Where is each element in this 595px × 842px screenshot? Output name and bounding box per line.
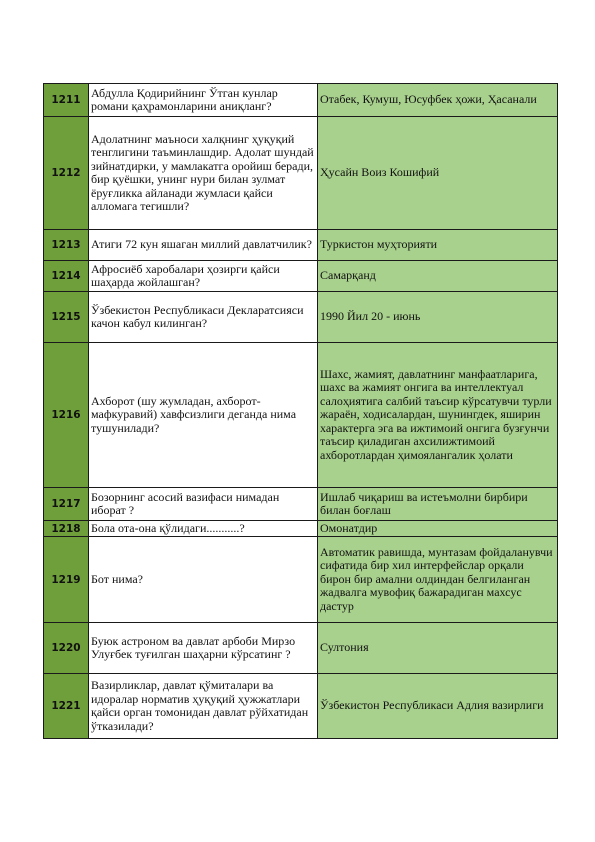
row-number: 1220	[44, 623, 89, 674]
row-number: 1218	[44, 521, 89, 537]
answer-cell: Отабек, Кумуш, Юсуфбек ҳожи, Ҳасанали	[318, 84, 558, 117]
row-number: 1216	[44, 343, 89, 488]
row-number: 1213	[44, 230, 89, 261]
answer-cell: Омонатдир	[318, 521, 558, 537]
table-row	[44, 261, 558, 292]
question-cell: Бола ота-она қўлидаги...........?	[89, 521, 318, 537]
table-row	[44, 537, 558, 623]
table-row	[44, 230, 558, 261]
question-cell: Атиги 72 кун яшаган миллий давлатчилик?	[89, 230, 318, 261]
row-number: 1221	[44, 674, 89, 739]
answer-cell: Ўзбекистон Республикаси Адлия вазирлиги	[318, 674, 558, 739]
answer-cell: Ҳусайн Воиз Кошифий	[318, 117, 558, 230]
table-row	[44, 623, 558, 674]
table-row	[44, 117, 558, 230]
table-row	[44, 521, 558, 537]
question-cell: Бозорнинг асосий вазифаси нимадан иборат ?	[89, 488, 318, 521]
question-cell: Бот нима?	[89, 537, 318, 623]
row-number: 1211	[44, 84, 89, 117]
question-cell: Адолатнинг маъноси халқнинг ҳуқуқий тенглигини таъминлашдир. Адолат шундай зийнатдирки, у мамлакатга оройиш беради, бир қуёшки, унинг нури билан зулмат ёруғликка айланади жумласи қайси алломага тегишли?	[89, 117, 318, 230]
question-cell: Вазирликлар, давлат қўмиталари ва идоралар норматив ҳуқуқий ҳужжатлари қайси орган томонидан давлат рўйхатидан ўтказилади?	[89, 674, 318, 739]
question-cell: Ахборот (шу жумладан, ахборот-мафкуравий) хавфсизлиги деганда нима тушунилади?	[89, 343, 318, 488]
answer-cell: Самарқанд	[318, 261, 558, 292]
answer-cell: Автоматик равишда, мунтазам фойдаланувчи сифатида бир хил интерфейслар орқали бирон бир амални олдиндан белгиланган жадвалга мувофиқ бажарадиган махсус дастур	[318, 537, 558, 623]
table-row	[44, 343, 558, 488]
question-cell: Буюк астроном ва давлат арбоби Мирзо Улуғбек туғилган шаҳарни кўрсатинг ?	[89, 623, 318, 674]
row-number: 1214	[44, 261, 89, 292]
row-number: 1219	[44, 537, 89, 623]
row-number: 1212	[44, 117, 89, 230]
table-row	[44, 674, 558, 739]
question-cell: Афросиёб харобалари ҳозирги қайси шаҳарда жойлашган?	[89, 261, 318, 292]
answer-cell: Султония	[318, 623, 558, 674]
answer-cell: Туркистон муҳторияти	[318, 230, 558, 261]
table-row	[44, 488, 558, 521]
question-cell: Абдулла Қодирийнинг Ўтган кунлар романи қаҳрамонларини аниқланг?	[89, 84, 318, 117]
qa-table	[43, 83, 558, 739]
question-cell: Ўзбекистон Республикаси Декларатсияси качон кабул килинган?	[89, 292, 318, 343]
answer-cell: 1990 Йил 20 - июнь	[318, 292, 558, 343]
row-number: 1217	[44, 488, 89, 521]
row-number: 1215	[44, 292, 89, 343]
answer-cell: Шахс, жамият, давлатнинг манфаатларига, шахс ва жамият онгига ва интеллектуал салоҳиятига салбий таъсир кўрсатувчи турли жараён, ходисалардан, шунингдек, яширин характерга эга ва ижтимоий онгига бузғунчи таъсир қиладиган ахсилижтимоий ахборотлардан ҳимоялангалик ҳолати	[318, 343, 558, 488]
table-row	[44, 292, 558, 343]
table-row	[44, 84, 558, 117]
answer-cell: Ишлаб чиқариш ва истеъмолни бирбири билан боғлаш	[318, 488, 558, 521]
